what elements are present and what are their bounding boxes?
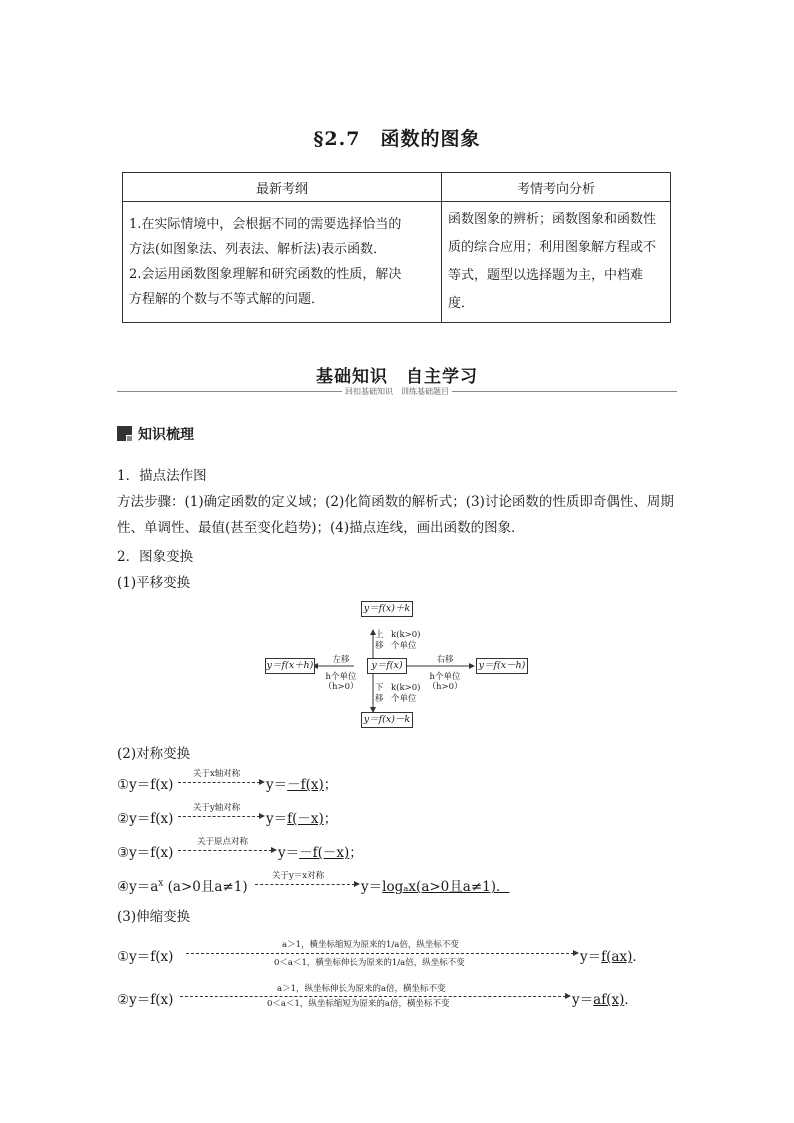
scale-label-1-bottom: 0＜a＜1，横坐标伸长为原来的1/a倍，纵坐标不变 [274, 958, 465, 968]
sym-arrowhead-4 [354, 881, 360, 887]
label-left-2: h个单位 [325, 672, 357, 682]
sym-arrowhead-1 [259, 779, 265, 785]
box-center: y＝f(x) [367, 658, 407, 674]
sym-eq-2: ②y＝f(x) [117, 811, 174, 827]
paragraph-3: 性、单调性、最值(甚至变化趋势)；(4)描点连线，画出函数的图象． [117, 520, 525, 536]
paragraph-7: (3)伸缩变换 [117, 909, 191, 925]
scale-label-1-top: a＞1，横坐标缩短为原来的1/a倍，纵坐标不变 [282, 940, 459, 950]
scale-label-2-bottom: 0＜a＜1，纵坐标缩短为原来的a倍，横坐标不变 [267, 999, 450, 1009]
sym-label-2: 关于y轴对称 [193, 803, 241, 813]
scale-label-2-top: a＞1，纵坐标伸长为原来的a倍，横坐标不变 [277, 984, 446, 994]
sym-result-3: y＝－f(－x)； [278, 845, 363, 861]
scale-arrowhead-2 [565, 993, 571, 999]
page-title: §2.7 函数的图象 [313, 128, 481, 150]
label-up-units-1: k(k>0) [391, 630, 421, 640]
table-header-left: 最新考纲 [123, 173, 442, 202]
label-down-units-2: 个单位 [391, 694, 417, 704]
right-line-1: 函数图象的辨析；函数图象和函数性 [448, 212, 657, 227]
sym-eq-4: $④y=a^x$ (a>0且a≠1) [117, 878, 248, 895]
sym-eq-1: ①y＝f(x) [117, 777, 174, 793]
scale-arrowhead-1 [573, 950, 579, 956]
section-square-icon [117, 426, 132, 441]
sym-result-1: y＝－f(x)； [266, 777, 338, 793]
syllabus-table [122, 172, 671, 323]
table-cell-right [442, 202, 671, 323]
section-title: 基础知识 自主学习 [316, 367, 478, 387]
sym-label-1: 关于x轴对称 [193, 769, 241, 779]
paragraph-2: 方法步骤：(1)确定函数的定义域；(2)化简函数的解析式；(3)讨论函数的性质即奇偶性、周期 [117, 494, 674, 510]
scale-arrow-2 [180, 996, 566, 997]
label-up-2: 移 [375, 641, 384, 651]
left-line-3: 2.会运用函数图象理解和研究函数的性质，解决 [129, 267, 402, 282]
table-header-right: 考情考向分析 [442, 173, 671, 202]
paragraph-1: 1．描点法作图 [117, 468, 207, 484]
left-line-2: 方法(如图象法、列表法、解析法)表示函数． [129, 242, 387, 257]
paragraph-4: 2．图象变换 [117, 549, 194, 565]
paragraph-6: (2)对称变换 [117, 746, 191, 762]
box-bottom: y＝f(x)－k [361, 712, 413, 728]
scale-eq-2: ②y＝f(x) [117, 992, 174, 1008]
scale-arrow-1 [186, 953, 574, 954]
left-line-4: 方程解的个数与不等式解的问题． [129, 292, 325, 307]
sym-eq-3: ③y＝f(x) [117, 845, 174, 861]
scale-result-2: y＝af(x)． [572, 992, 638, 1008]
left-line-1: 1.在实际情境中，会根据不同的需要选择恰当的 [129, 217, 402, 232]
sym-arrow-4 [255, 884, 355, 885]
scale-eq-1: ①y＝f(x) [117, 949, 174, 965]
box-right: y＝f(x－h) [476, 658, 528, 674]
sym-arrow-1 [178, 782, 260, 783]
sym-result-4: y＝logₐx(a>0且a≠1)． [361, 879, 510, 895]
sym-result-2: y＝f(－x)； [266, 811, 338, 827]
box-top: y＝f(x)＋k [361, 601, 413, 617]
sym-arrow-3 [178, 850, 272, 851]
label-left-3: （h>0） [323, 682, 359, 692]
label-right-1: 右移 [436, 655, 454, 665]
label-down-units-1: k(k>0) [391, 683, 421, 693]
right-line-2: 质的综合应用；利用图象解方程或不 [448, 240, 657, 255]
label-up-units-2: 个单位 [391, 641, 417, 651]
label-down-2: 移 [375, 694, 384, 704]
subsection-title: 知识梳理 [138, 427, 194, 443]
section-subtitle: 回扣基础知识 训练基础题目 [0, 386, 794, 397]
table-cell-left [123, 202, 442, 323]
paragraph-5: (1)平移变换 [117, 575, 191, 591]
box-left: y＝f(x＋h) [265, 658, 315, 674]
scale-result-1: y＝f(ax)． [580, 949, 646, 965]
label-right-3: （h>0） [427, 682, 463, 692]
sym-arrowhead-2 [259, 813, 265, 819]
label-down-1: 下 [375, 683, 384, 693]
label-right-2: h个单位 [429, 672, 461, 682]
sym-arrowhead-3 [271, 847, 277, 853]
sym-label-4: 关于y＝x对称 [272, 871, 325, 881]
sym-label-3: 关于原点对称 [197, 837, 249, 847]
sym-arrow-2 [178, 816, 260, 817]
label-up-1: 上 [375, 630, 384, 640]
right-line-3: 等式，题型以选择题为主，中档难度． [448, 268, 644, 311]
label-left-1: 左移 [332, 655, 350, 665]
